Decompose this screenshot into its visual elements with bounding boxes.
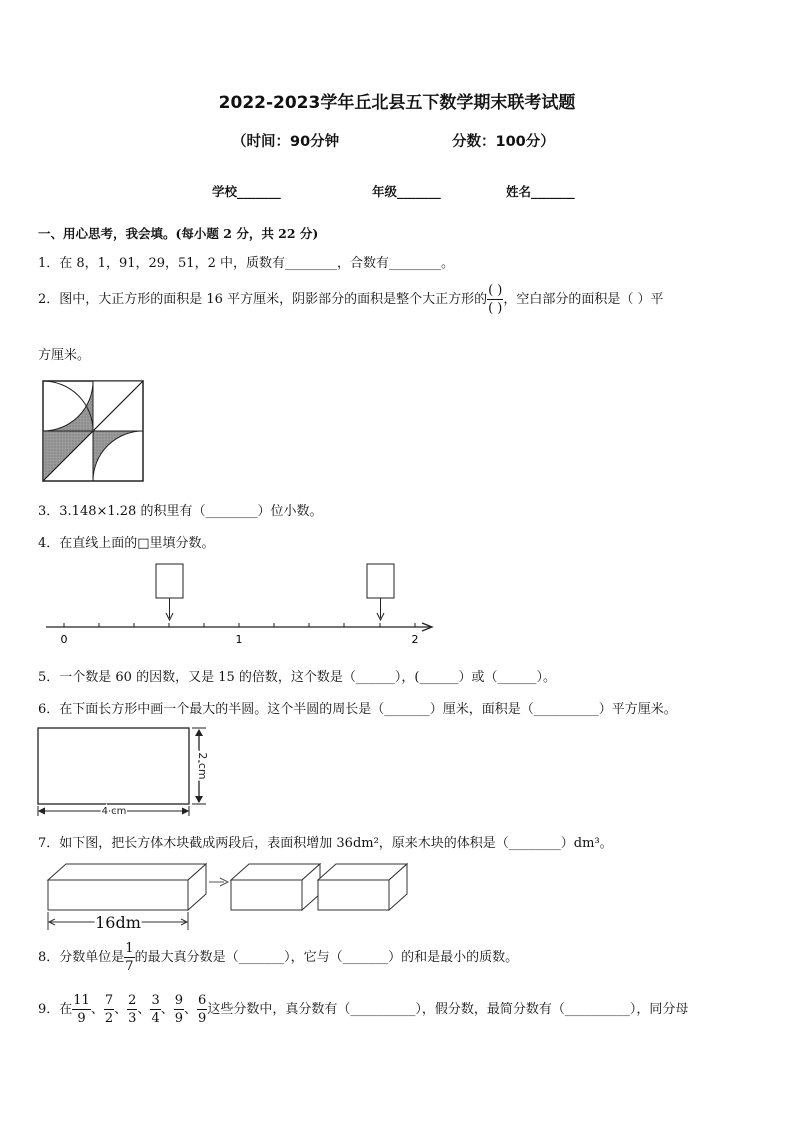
fraction-denominator: 2: [104, 1011, 114, 1026]
grade-field[interactable]: 年级_______: [372, 184, 441, 199]
fraction-item: [174, 994, 184, 1025]
length-label: 16dm: [95, 913, 141, 932]
question-6: 6．在下面长方形中画一个最大的半圆。这个半圆的周长是（_______）厘米，面积是（__________）平方厘米。: [38, 702, 677, 717]
fraction-denominator: 9: [174, 1011, 184, 1026]
fraction-numerator: ( ): [488, 283, 503, 298]
separator: 、: [137, 1002, 151, 1017]
answer-box-2[interactable]: [367, 564, 394, 598]
tick-label-1: 1: [235, 633, 243, 646]
cuboid-figure: [44, 858, 414, 936]
fraction-denominator: 7: [125, 959, 134, 974]
width-label: 4 cm: [101, 806, 127, 817]
question-8-text-2: 的最大真分数是（_______），它与（_______）的和是最小的质数。: [134, 950, 519, 965]
exam-time: （时间：90分钟: [232, 134, 340, 150]
section-heading: 一、用心思考，我会填。(每小题 2 分，共 22 分): [38, 226, 319, 241]
fraction-item: [150, 994, 160, 1025]
question-1: 1．在 8，1，91，29，51，2 中，质数有________，合数有________。: [38, 256, 454, 271]
tick-label-0: 0: [60, 633, 68, 646]
question-9-lead: 9．在: [38, 1002, 73, 1017]
question-2: [38, 284, 664, 315]
school-field[interactable]: 学校_______: [212, 184, 281, 199]
question-9-tail: 这些分数中，真分数有（__________），假分数，最简分数有（__________），同分母: [207, 1002, 689, 1017]
separator: 、: [90, 1002, 104, 1017]
question-9: [38, 994, 688, 1025]
question-5: 5．一个数是 60 的因数，又是 15 的倍数，这个数是（______），(______）或（______）。: [38, 670, 556, 685]
drawing-rectangle[interactable]: [38, 728, 189, 804]
question-8-text: 8．分数单位是: [38, 950, 125, 965]
fraction-one-seventh: [124, 942, 134, 973]
question-2-line-2: 方厘米。: [38, 348, 91, 363]
fraction-item: [104, 994, 114, 1025]
question-2-text: 2．图中，大正方形的面积是 16 平方厘米，阴影部分的面积是整个大正方形的: [38, 292, 488, 307]
question-7: 7．如下图，把长方体木块截成两段后，表面积增加 36dm²，原来木块的体积是（________）dm³。: [38, 836, 613, 851]
separator: 、: [184, 1002, 198, 1017]
page-title: 2022-2023学年丘北县五下数学期末联考试题: [218, 93, 576, 113]
fraction-numerator: 3: [151, 993, 160, 1008]
question-8: [38, 942, 518, 973]
separator: 、: [160, 1002, 174, 1017]
fraction-denominator: 9: [77, 1011, 86, 1026]
fraction-item: [127, 994, 137, 1025]
rectangle-figure: [36, 726, 216, 820]
question-4: 4．在直线上面的□里填分数。: [38, 536, 215, 551]
fraction-item: [197, 994, 207, 1025]
fraction-item: [72, 994, 91, 1025]
number-line: [40, 560, 440, 650]
question-2-text-2: ，空白部分的面积是（ ）平: [503, 292, 664, 307]
fraction-numerator: 2: [128, 993, 137, 1008]
separator: 、: [114, 1002, 128, 1017]
exam-score: 分数：100分）: [452, 134, 555, 150]
question-3: 3．3.148×1.28 的积里有（________）位小数。: [38, 504, 323, 519]
blank-fraction: [487, 284, 503, 315]
fraction-denominator: 9: [198, 1011, 207, 1026]
fraction-denominator: 3: [128, 1011, 137, 1026]
fraction-denominator: ( ): [488, 301, 503, 316]
square-figure: [42, 380, 144, 482]
tick-label-2: 2: [411, 633, 419, 646]
answer-box-1[interactable]: [156, 564, 183, 598]
fraction-denominator: 4: [151, 1011, 160, 1026]
fraction-numerator: 11: [73, 993, 90, 1008]
fraction-numerator: 9: [174, 993, 184, 1008]
fraction-numerator: 6: [198, 993, 207, 1008]
name-field[interactable]: 姓名_______: [506, 184, 575, 199]
height-label: 2 cm: [196, 752, 209, 780]
fraction-numerator: 7: [104, 993, 114, 1008]
fraction-numerator: 1: [125, 941, 134, 956]
